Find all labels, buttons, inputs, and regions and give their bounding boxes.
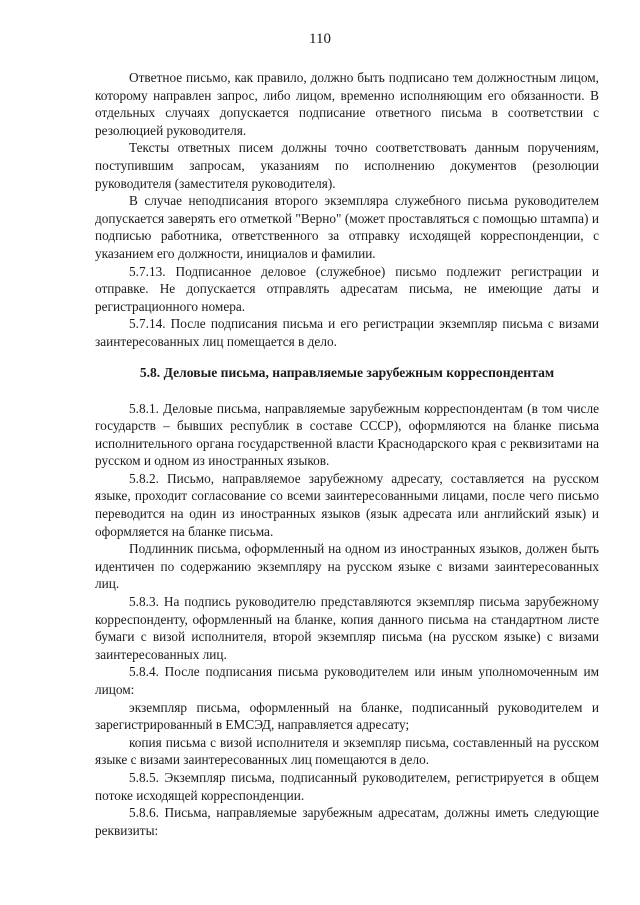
paragraph: 5.7.14. После подписания письма и его регистрации экземпляр письма с визами заинтересованных лиц помещается в дело. — [95, 316, 599, 349]
paragraph: экземпляр письма, оформленный на бланке, подписанный руководителем и зарегистрированный в ЕМСЭД, направляется адресату; — [95, 699, 599, 733]
paragraph: 5.8.3. На подпись руководителю представляются экземпляр письма зарубежному корреспонденту, оформленный на бланке, копия данного письма на стандартном листе бумаги с визой исполнителя, второй экземпляр письма (на русском языке) с визами заинтересованных лиц. — [95, 594, 599, 662]
page-number: 110 — [309, 31, 331, 47]
paragraph: В случае неподписания второго экземпляра служебного письма руководителем допускается заверять его отметкой "Верно" (может проставляться с помощью штампа) и подписью работника, ответственного за отправку исходящей корреспонденции, с указанием его должности, инициалов и фамилии. — [95, 193, 599, 261]
paragraph: 5.8.5. Экземпляр письма, подписанный руководителем, регистрируется в общем потоке исходящей корреспонденции. — [95, 769, 599, 803]
document-body — [95, 69, 599, 839]
paragraph: Подлинник письма, оформленный на одном из иностранных языков, должен быть идентичен по содержанию экземпляру на русском языке с визами заинтересованных лиц. — [95, 541, 599, 592]
paragraph: 5.8.2. Письмо, направляемое зарубежному адресату, составляется на русском языке, проходит согласование со всеми заинтересованными лицами, после чего письмо переводится на один из иностранных языков (язык адресата или английский язык) и оформляется на бланке письма. — [95, 470, 599, 539]
paragraph: 5.8.1. Деловые письма, направляемые зарубежным корреспондентам (в том числе государств – бывших республик в составе СССР), оформляются на бланке письма исполнительного органа государственной власти Краснодарского края с реквизитами на русском и одном из иностранных языков. — [95, 400, 599, 469]
paragraph: копия письма с визой исполнителя и экземпляр письма, составленный на русском языке с визами заинтересованных лиц помещаются в дело. — [95, 734, 599, 768]
paragraph: 5.7.13. Подписанное деловое (служебное) письмо подлежит регистрации и отправке. Не допускается отправлять адресатам письма, не имеющие даты и регистрационного номера. — [95, 263, 599, 314]
paragraph: 5.8.4. После подписания письма руководителем или иным уполномоченным им лицом: — [95, 664, 599, 697]
paragraph: Ответное письмо, как правило, должно быть подписано тем должностным лицом, которому направлен запрос, либо лицом, временно исполняющим его обязанности. В отдельных случаях допускается подписание ответного письма в соответствии с резолюцией руководителя. — [95, 70, 599, 138]
paragraph: 5.8.6. Письма, направляемые зарубежным адресатам, должны иметь следующие реквизиты: — [95, 805, 599, 838]
section-heading: 5.8. Деловые письма, направляемые зарубежным корреспондентам — [139, 364, 555, 380]
paragraph: Тексты ответных писем должны точно соответствовать данным поручениям, поступившим запросам, указаниям по исполнению документов (резолюции руководителя (заместителя руководителя). — [95, 140, 599, 191]
